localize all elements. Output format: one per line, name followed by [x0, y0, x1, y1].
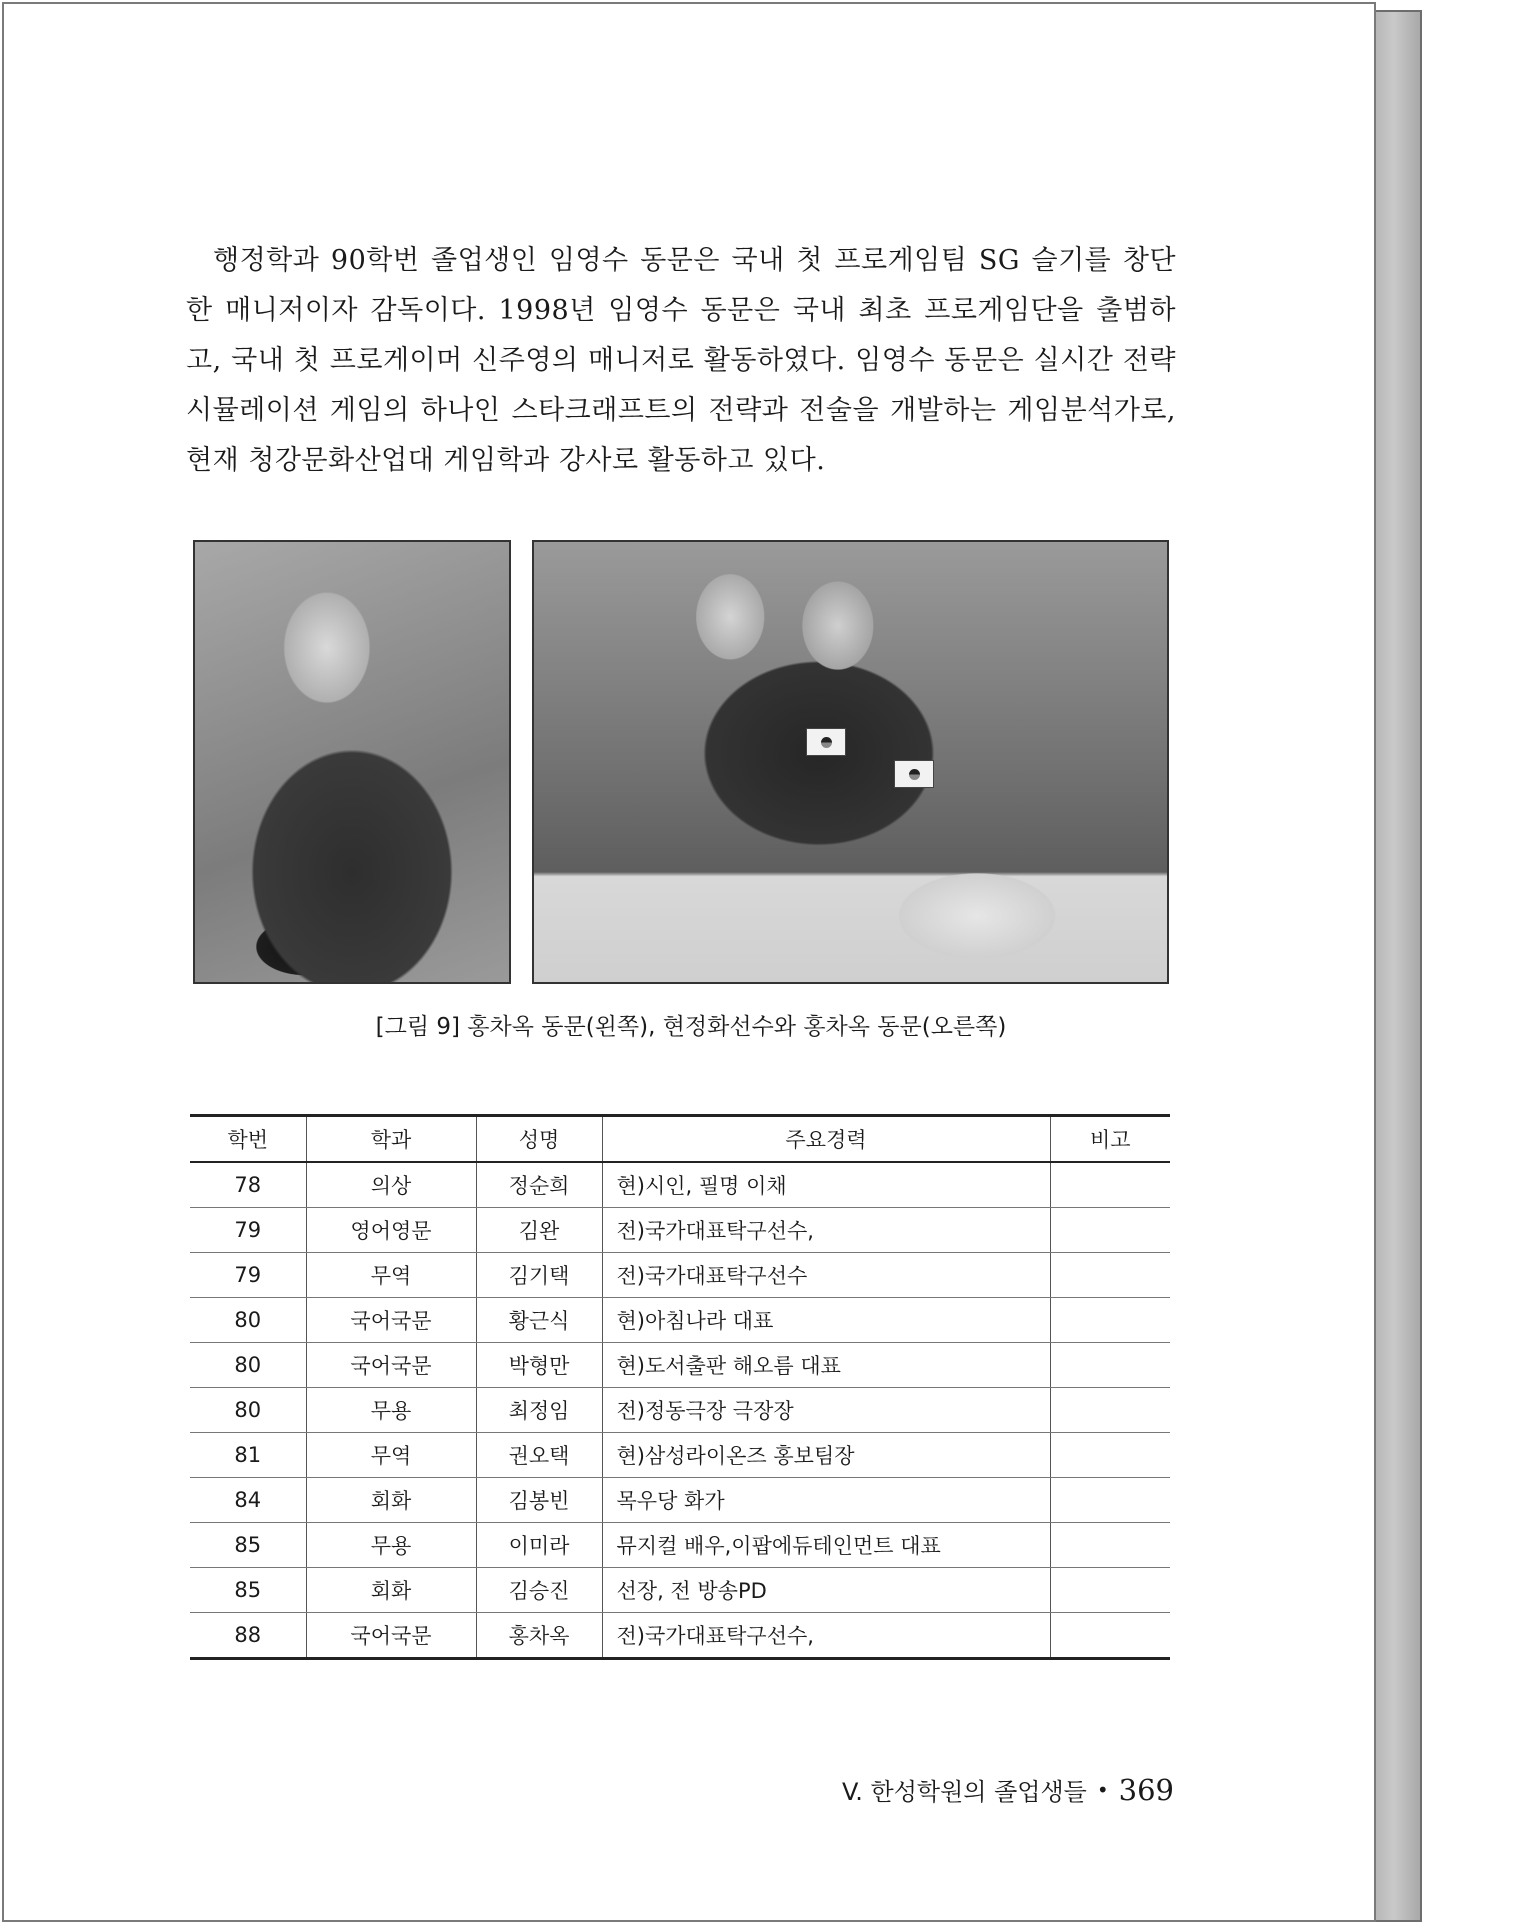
header-cell: 학번	[190, 1116, 306, 1163]
table-cell	[1050, 1478, 1170, 1523]
table-cell: 현)아침나라 대표	[602, 1298, 1050, 1343]
table-cell: 권오택	[476, 1433, 602, 1478]
chapter-title: V. 한성학원의 졸업생들	[841, 1778, 1087, 1806]
table-row	[190, 1613, 1170, 1659]
table-cell	[1050, 1613, 1170, 1659]
table-cell: 김봉빈	[476, 1478, 602, 1523]
table-cell: 현)삼성라이온즈 홍보팀장	[602, 1433, 1050, 1478]
book-page	[2, 2, 1376, 1922]
table-cell	[1050, 1343, 1170, 1388]
table-cell	[1050, 1433, 1170, 1478]
table-row	[190, 1162, 1170, 1208]
page-stack-edge	[1376, 10, 1422, 1922]
flag-icon	[806, 728, 846, 756]
table-cell	[1050, 1208, 1170, 1253]
table-cell: 81	[190, 1433, 306, 1478]
table-cell: 85	[190, 1523, 306, 1568]
table-cell: 88	[190, 1613, 306, 1659]
flag-icon	[894, 760, 934, 788]
table-cell: 박형만	[476, 1343, 602, 1388]
table-cell: 80	[190, 1343, 306, 1388]
table-row	[190, 1343, 1170, 1388]
table-cell	[1050, 1388, 1170, 1433]
table-cell: 이미라	[476, 1523, 602, 1568]
photo-left-hong-chaok	[193, 540, 511, 984]
table-cell: 80	[190, 1298, 306, 1343]
table-row	[190, 1253, 1170, 1298]
table-cell: 79	[190, 1253, 306, 1298]
table-cell: 정순희	[476, 1162, 602, 1208]
table-cell	[1050, 1523, 1170, 1568]
header-cell: 주요경력	[602, 1116, 1050, 1163]
table-cell: 전)정동극장 극장장	[602, 1388, 1050, 1433]
table-cell: 무역	[306, 1253, 476, 1298]
table-cell: 김승진	[476, 1568, 602, 1613]
table-cell: 전)국가대표탁구선수,	[602, 1208, 1050, 1253]
table-cell: 영어영문	[306, 1208, 476, 1253]
photo-right-hyun-junghwa-hong-chaok	[532, 540, 1169, 984]
table-cell: 국어국문	[306, 1298, 476, 1343]
table-row	[190, 1433, 1170, 1478]
table-cell: 국어국문	[306, 1343, 476, 1388]
footer-separator: •	[1096, 1777, 1109, 1802]
table-cell: 국어국문	[306, 1613, 476, 1659]
table-cell: 무용	[306, 1523, 476, 1568]
table-cell	[1050, 1298, 1170, 1343]
table-cell: 김기택	[476, 1253, 602, 1298]
table-cell: 현)도서출판 해오름 대표	[602, 1343, 1050, 1388]
table-cell: 무용	[306, 1388, 476, 1433]
table-cell: 현)시인, 필명 이채	[602, 1162, 1050, 1208]
table-header-row	[190, 1116, 1170, 1163]
table-cell: 전)국가대표탁구선수,	[602, 1613, 1050, 1659]
header-cell: 학과	[306, 1116, 476, 1163]
page-footer	[842, 1772, 1174, 1807]
graduates-table	[190, 1114, 1170, 1660]
table-cell: 84	[190, 1478, 306, 1523]
table-cell: 전)국가대표탁구선수	[602, 1253, 1050, 1298]
table-cell: 79	[190, 1208, 306, 1253]
body-paragraph: 행정학과 90학번 졸업생인 임영수 동문은 국내 첫 프로게임팀 SG 슬기를 창단한 매니저이자 감독이다. 1998년 임영수 동문은 국내 최초 프로게임단을 출범하고, 국내 첫 프로게이머 신주영의 매니저로 활동하였다. 임영수 동문은 실시간 전략 시뮬레이션 게임의 하나인 스타크래프트의 전략과 전술을 개발하는 게임분석가로, 현재 청강문화산업대 게임학과 강사로 활동하고 있다.	[186, 245, 1176, 476]
table-row	[190, 1208, 1170, 1253]
table-cell: 회화	[306, 1568, 476, 1613]
table-cell: 뮤지컬 배우,이팝에듀테인먼트 대표	[602, 1523, 1050, 1568]
table-cell: 황근식	[476, 1298, 602, 1343]
table-cell: 78	[190, 1162, 306, 1208]
table-cell: 80	[190, 1388, 306, 1433]
table-cell: 김완	[476, 1208, 602, 1253]
table-row	[190, 1388, 1170, 1433]
table-cell	[1050, 1253, 1170, 1298]
table-cell: 목우당 화가	[602, 1478, 1050, 1523]
header-cell: 성명	[476, 1116, 602, 1163]
table-cell	[1050, 1162, 1170, 1208]
table-row	[190, 1523, 1170, 1568]
figure-caption: [그림 9] 홍차옥 동문(왼쪽), 현정화선수와 홍차옥 동문(오른쪽)	[375, 1014, 1007, 1040]
table-cell: 최정임	[476, 1388, 602, 1433]
table-cell: 무역	[306, 1433, 476, 1478]
table-cell: 홍차옥	[476, 1613, 602, 1659]
page-number: 369	[1118, 1772, 1174, 1807]
table-row	[190, 1298, 1170, 1343]
table-row	[190, 1568, 1170, 1613]
table-cell	[1050, 1568, 1170, 1613]
header-cell: 비고	[1050, 1116, 1170, 1163]
table-cell: 선장, 전 방송PD	[602, 1568, 1050, 1613]
table-row	[190, 1478, 1170, 1523]
table-cell: 85	[190, 1568, 306, 1613]
table-cell: 의상	[306, 1162, 476, 1208]
table-cell: 회화	[306, 1478, 476, 1523]
